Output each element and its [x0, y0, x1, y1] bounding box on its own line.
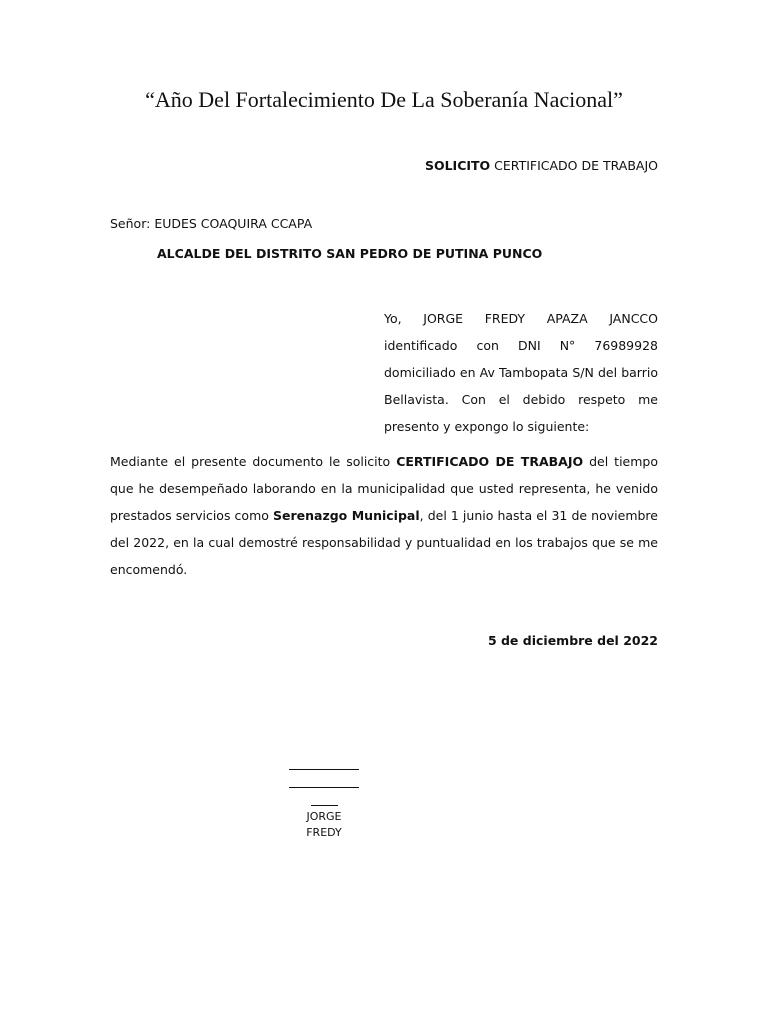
addressee-prefix: Señor:	[110, 216, 155, 231]
body-text-part2: del tiempo que he desempeñado laborando en la municipalidad que usted representa, he venido prestados servicios como	[110, 454, 659, 523]
document-title: “Año Del Fortalecimiento De La Soberanía Nacional”	[145, 87, 623, 112]
document-date: 5 de diciembre del 2022	[487, 633, 658, 648]
subject-line	[425, 157, 658, 175]
subject-text: CERTIFICADO DE TRABAJO	[490, 158, 658, 173]
body-bold-role: Serenazgo Municipal	[273, 508, 420, 523]
signature-line	[289, 769, 359, 770]
body-paragraph	[110, 448, 658, 583]
intro-paragraph: Yo, JORGE FREDY APAZA JANCCO identificado con DNI N° 76989928 domiciliado en Av Tambopata S/N del barrio Bellavista. Con el debido respeto me presento y expongo lo siguiente:	[384, 311, 658, 434]
signature-line	[311, 805, 338, 806]
body-text-part3: , del 1 junio hasta el 31 de noviembre del 2022, en la cual demostré responsabilidad y puntualidad en los trabajos que se me encomendó.	[110, 508, 658, 577]
subject-keyword: SOLICITO	[424, 158, 491, 173]
addressee-title: ALCALDE DEL DISTRITO SAN PEDRO DE PUTINA PUNCO	[157, 246, 543, 261]
signature-line	[289, 787, 359, 788]
body-text-part1: Mediante el presente documento le solicito	[110, 454, 397, 469]
addressee-name: EUDES COAQUIRA CCAPA	[154, 216, 313, 231]
body-bold-certificate: CERTIFICADO DE TRABAJO	[396, 454, 584, 469]
signature-name: JORGE FREDY	[306, 810, 342, 837]
addressee-line	[110, 215, 312, 233]
